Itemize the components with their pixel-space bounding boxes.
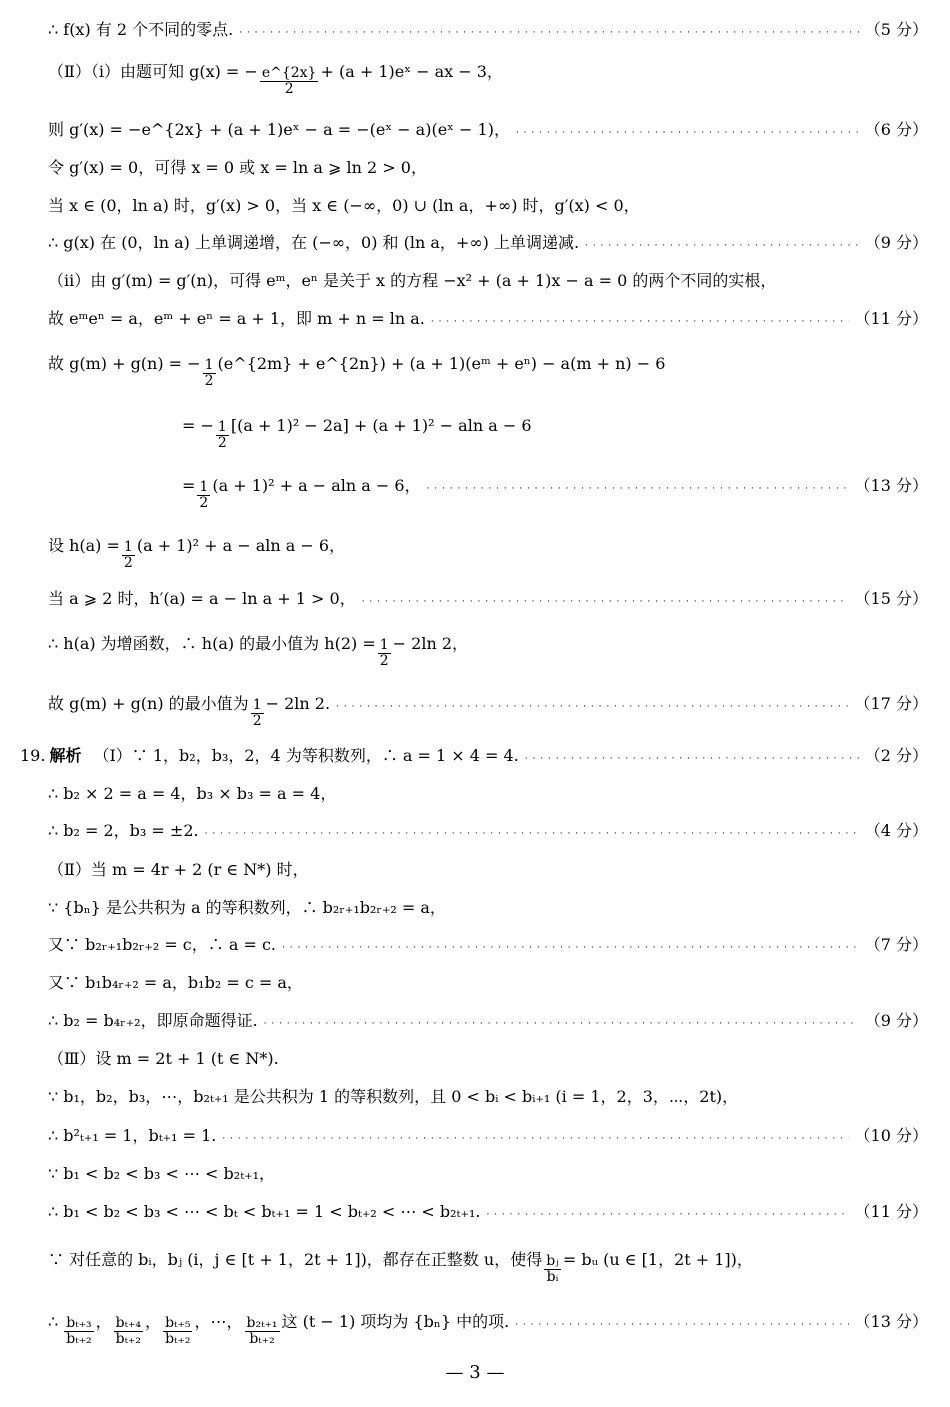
line-14	[48, 636, 468, 668]
numerator: 1	[217, 419, 227, 435]
denominator: 2	[252, 712, 262, 729]
text: （Ⅰ）∵ 1，b₂，b₃，2，4 为等积数列，∴ a = 1 × 4 = 4.	[93, 746, 519, 765]
fraction	[251, 698, 264, 728]
dot-leader	[525, 748, 859, 764]
numerator: 1	[204, 357, 214, 373]
score: （5 分）	[864, 20, 928, 39]
text: （Ⅱ）（ⅰ）由题可知 g(x) = −	[48, 62, 258, 81]
line-11	[182, 478, 928, 510]
fraction	[245, 1316, 280, 1346]
fraction	[216, 420, 229, 450]
text: ∴ b₁ < b₂ < b₃ < ⋯ < bₜ < bₜ₊₁ = 1 < bₜ₊₂ < ⋯ < b₂ₜ₊₁.	[48, 1202, 481, 1221]
denominator: 2	[284, 80, 294, 97]
numerator: bₜ₊₅	[165, 1315, 191, 1331]
separator: ，	[95, 1312, 112, 1331]
question-number: 19.	[20, 746, 46, 765]
text: =	[182, 476, 196, 495]
separator: ，	[226, 1312, 243, 1331]
line-24	[48, 1051, 279, 1067]
denominator: 2	[204, 372, 214, 389]
text: 设 h(a) =	[48, 536, 120, 555]
line-10	[182, 418, 532, 450]
dot-leader	[336, 696, 848, 712]
line-9	[48, 356, 665, 388]
line-15	[48, 696, 928, 728]
denominator: bᵢ	[546, 1268, 559, 1285]
score: （15 分）	[854, 589, 928, 608]
fraction	[114, 1316, 143, 1346]
denominator: 2	[199, 494, 209, 511]
numerator: bⱼ	[546, 1253, 559, 1269]
line-28	[48, 1204, 928, 1220]
denominator: bₜ₊₂	[115, 1330, 142, 1347]
line-27	[48, 1166, 275, 1182]
dot-leader	[362, 591, 849, 607]
text: = −	[182, 416, 214, 435]
line-22	[48, 975, 303, 991]
dot-leader	[516, 122, 859, 138]
text: ∴ b₂ × 2 = a = 4，b₃ × b₃ = a = 4，	[48, 784, 337, 803]
score: （13 分）	[854, 476, 928, 495]
text: − 2ln 2.	[265, 694, 331, 713]
text: （ⅱ）由 g′(m) = g′(n)，可得 eᵐ，eⁿ 是关于 x 的方程 −x² + (a + 1)x − a = 0 的两个不同的实根，	[48, 271, 777, 290]
dot-leader	[205, 823, 859, 839]
fraction	[122, 540, 135, 570]
dot-leader	[264, 1013, 859, 1029]
numerator: b₂ₜ₊₁	[246, 1315, 278, 1331]
separator: ，	[194, 1312, 211, 1331]
line-1	[48, 22, 928, 38]
text: ∴	[48, 1312, 59, 1331]
text: ∴ b₂ = 2，b₃ = ±2.	[48, 821, 199, 840]
numerator: 1	[379, 637, 389, 653]
line-13	[48, 591, 928, 607]
dot-leader	[427, 478, 849, 494]
score: （10 分）	[854, 1126, 928, 1145]
line-4	[48, 160, 427, 176]
score: （11 分）	[854, 309, 928, 328]
fraction	[544, 1254, 561, 1284]
text: 又∵ b₂ᵣ₊₁b₂ᵣ₊₂ = c，∴ a = c.	[48, 935, 277, 954]
line-26	[48, 1128, 928, 1144]
denominator: bₜ₊₂	[66, 1330, 92, 1347]
text: ∵ b₁，b₂，b₃，⋯，b₂ₜ₊₁ 是公共积为 1 的等积数列，且 0 < bᵢ < bᵢ₊₁ (i = 1，2，3，⋯，2t)，	[48, 1087, 739, 1106]
page-number: — 3 —	[445, 1362, 505, 1383]
line-3	[48, 122, 928, 138]
score: （7 分）	[864, 935, 928, 954]
numerator: e^{2x}	[261, 65, 317, 81]
text: ∴ b₂ = b₄ᵣ₊₂，即原命题得证.	[48, 1011, 258, 1030]
numerator: bₜ₊₄	[115, 1315, 142, 1331]
text: (a + 1)² + a − aln a − 6，	[136, 536, 346, 555]
fraction	[260, 66, 319, 96]
line-30	[48, 1314, 928, 1346]
dot-leader	[282, 937, 859, 953]
text: 故 eᵐeⁿ = a，eᵐ + eⁿ = a + 1，即 m + n = ln a.	[48, 309, 425, 328]
text: 故 g(m) + g(n) 的最小值为	[48, 694, 249, 713]
line-18	[48, 823, 928, 839]
text: ∵ b₁ < b₂ < b₃ < ⋯ < b₂ₜ₊₁，	[48, 1164, 276, 1183]
line-25	[48, 1089, 738, 1105]
line-16	[20, 748, 928, 764]
line-20	[48, 900, 446, 916]
text: ∴ h(a) 为增函数，∴ h(a) 的最小值为 h(2) =	[48, 634, 376, 653]
text: ∴ g(x) 在 (0，ln a) 上单调递增，在 (−∞，0) 和 (ln a，+∞) 上单调递减.	[48, 233, 580, 252]
dot-leader	[486, 1204, 848, 1220]
analysis-heading: 解析	[49, 746, 82, 765]
score: （6 分）	[864, 120, 928, 139]
numerator: 1	[123, 539, 133, 555]
text: (e^{2m} + e^{2n}) + (a + 1)(eᵐ + eⁿ) − a(m + n) − 6	[217, 354, 666, 373]
numerator: 1	[199, 479, 209, 495]
fraction	[203, 358, 216, 388]
score: （9 分）	[864, 1011, 928, 1030]
line-23	[48, 1013, 928, 1029]
line-29	[48, 1252, 753, 1284]
denominator: 2	[123, 554, 133, 571]
dot-leader	[431, 311, 849, 327]
text: = bᵤ (u ∈ [1，2t + 1])，	[562, 1250, 753, 1269]
text: ∵ {bₙ} 是公共积为 a 的等积数列，∴ b₂ᵣ₊₁b₂ᵣ₊₂ = a，	[48, 898, 446, 917]
text: + (a + 1)eˣ − ax − 3，	[320, 62, 503, 81]
separator: ，	[145, 1312, 162, 1331]
score: （9 分）	[864, 233, 928, 252]
score: （17 分）	[854, 694, 928, 713]
line-5	[48, 198, 640, 214]
text: 令 g′(x) = 0，可得 x = 0 或 x = ln a ⩾ ln 2 > 0，	[48, 158, 427, 177]
text: 这 (t − 1) 项均为 {bₙ} 中的项.	[281, 1312, 510, 1331]
score: （2 分）	[864, 746, 928, 765]
text: ∵ 对任意的 bᵢ，bⱼ (i，j ∈ [t + 1，2t + 1])，都存在正整数 u，使得	[48, 1250, 543, 1269]
text: 又∵ b₁b₄ᵣ₊₂ = a，b₁b₂ = c = a，	[48, 973, 303, 992]
fraction	[64, 1316, 93, 1346]
dot-leader	[585, 235, 859, 251]
text: (a + 1)² + a − aln a − 6，	[212, 476, 421, 495]
text: 当 a ⩾ 2 时，h′(a) = a − ln a + 1 > 0，	[48, 589, 356, 608]
denominator: 2	[379, 652, 389, 669]
text: 则 g′(x) = −e^{2x} + (a + 1)eˣ − a = −(eˣ − a)(eˣ − 1)，	[48, 120, 510, 139]
denominator: 2	[217, 434, 227, 451]
line-19	[48, 862, 309, 878]
text: 当 x ∈ (0，ln a) 时，g′(x) > 0，当 x ∈ (−∞，0) ∪ (ln a，+∞) 时，g′(x) < 0，	[48, 196, 640, 215]
line-12	[48, 538, 345, 570]
line-21	[48, 937, 928, 953]
text: （Ⅱ）当 m = 4r + 2 (r ∈ N*) 时，	[48, 860, 309, 879]
line-7	[48, 273, 776, 289]
numerator: 1	[252, 697, 262, 713]
text: ∴ f(x) 有 2 个不同的零点.	[48, 20, 234, 39]
denominator: bₜ₊₂	[249, 1330, 275, 1347]
dot-leader	[239, 22, 858, 38]
dot-leader	[222, 1128, 848, 1144]
line-2	[48, 64, 503, 96]
line-6	[48, 235, 928, 251]
ellipsis: ⋯	[210, 1312, 227, 1331]
fraction	[197, 480, 210, 510]
text: （Ⅲ）设 m = 2t + 1 (t ∈ N*).	[48, 1049, 279, 1068]
text: [(a + 1)² − 2a] + (a + 1)² − aln a − 6	[230, 416, 532, 435]
fraction	[378, 638, 391, 668]
line-8	[48, 311, 928, 327]
text: − 2ln 2，	[392, 634, 469, 653]
text: ∴ b²ₜ₊₁ = 1，bₜ₊₁ = 1.	[48, 1126, 217, 1145]
score: （11 分）	[854, 1202, 928, 1221]
score: （13 分）	[854, 1312, 928, 1331]
numerator: bₜ₊₃	[66, 1315, 92, 1331]
score: （4 分）	[864, 821, 928, 840]
fraction	[163, 1316, 192, 1346]
line-17	[48, 786, 336, 802]
text: 故 g(m) + g(n) = −	[48, 354, 201, 373]
dot-leader	[515, 1314, 848, 1330]
denominator: bₜ₊₂	[165, 1330, 191, 1347]
